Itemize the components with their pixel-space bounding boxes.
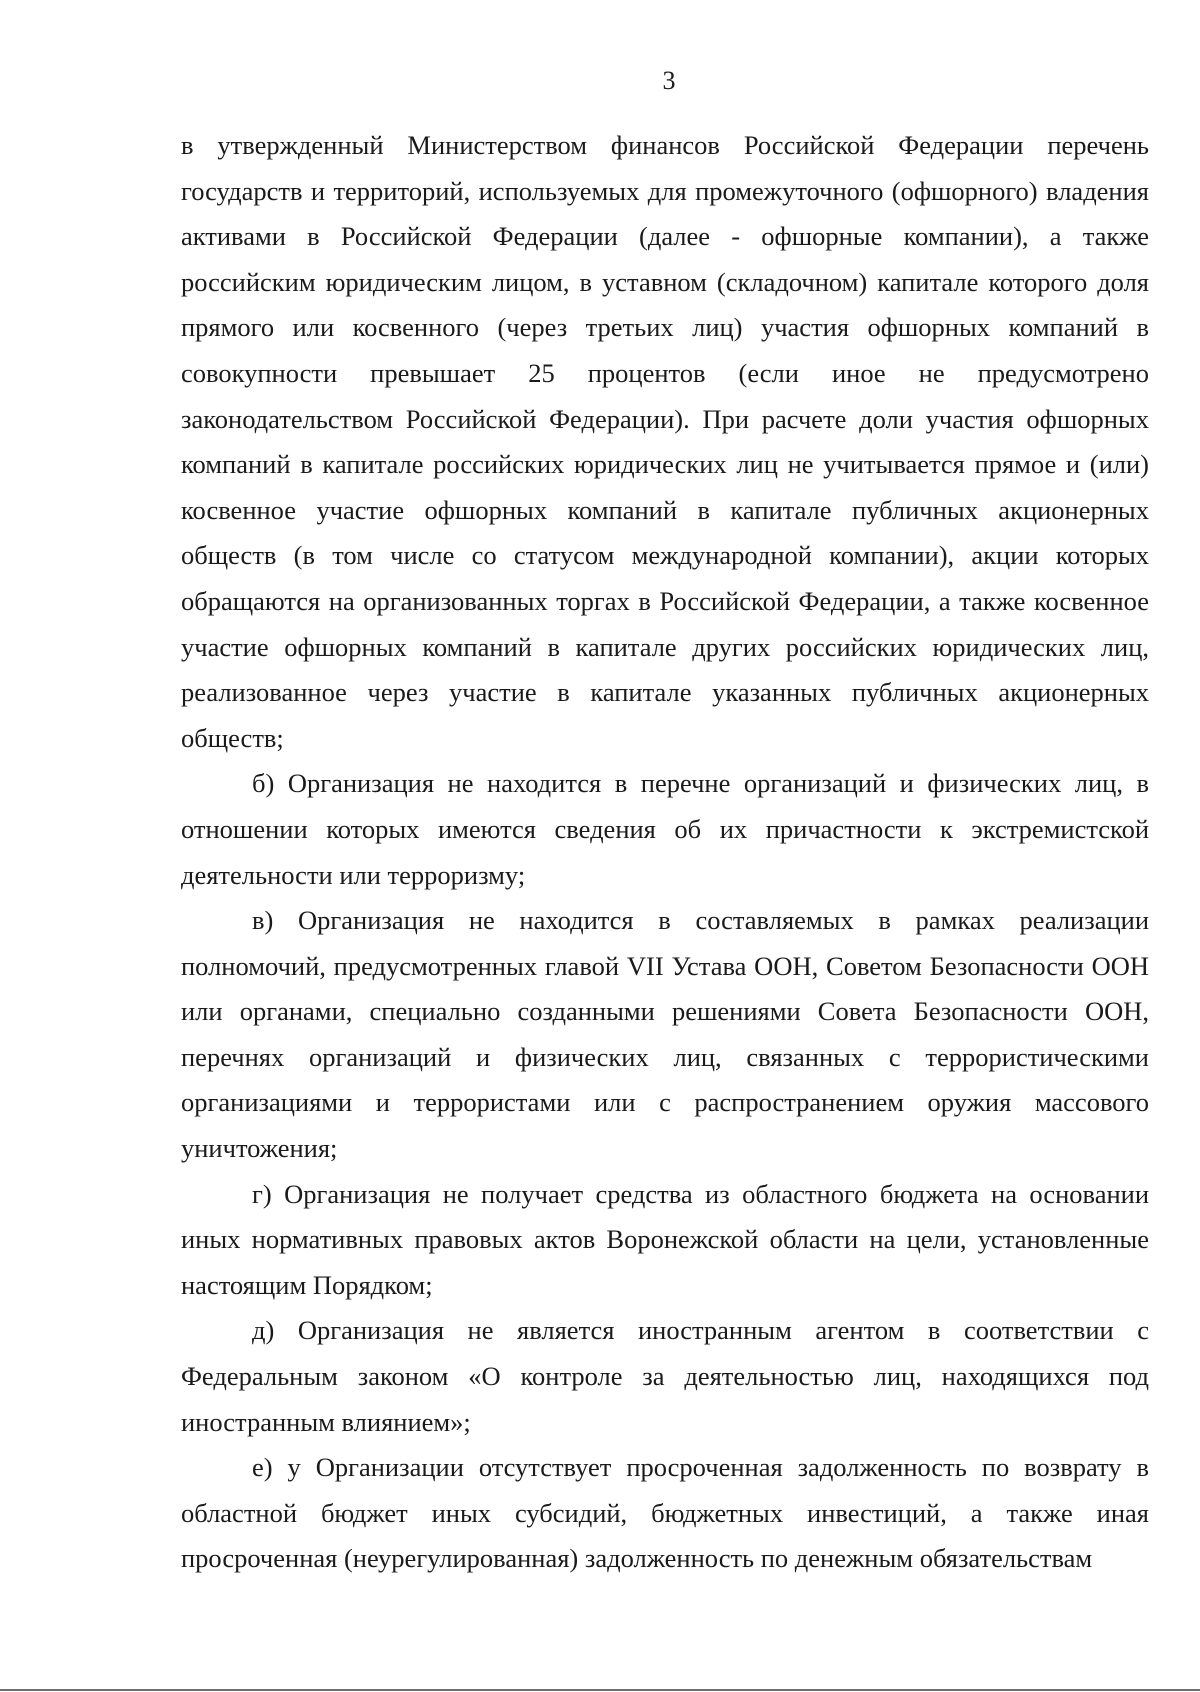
page-number: 3 bbox=[662, 66, 676, 95]
paragraph-item-e: е) у Организации отсутствует просроченная задолженность по возврату в областной бюджет иных субсидий, бюджетных инвестиций, а также иная просроченная (неурегулированная) задолженность по денежным обязательствам bbox=[181, 1452, 1149, 1574]
page-bottom-rule bbox=[0, 1689, 1200, 1691]
paragraph-item-b: б) Организация не находится в перечне организаций и физических лиц, в отношении которых имеются сведения об их причастности к экстремистской деятельности или терроризму; bbox=[181, 768, 1149, 890]
paragraph-continuation: в утвержденный Министерством финансов Российской Федерации перечень государств и территорий, используемых для промежуточного (офшорного) владения активами в Российской Федерации (далее - офшорные компании), а также российским юридическим лицом, в уставном (складочном) капитале которого доля прямого или косвенного (через третьих лиц) участия офшорных компаний в совокупности превышает 25 процентов (если иное не предусмотрено законодательством Российской Федерации). При расчете доли участия офшорных компаний в капитале российских юридических лиц не учитывается прямое и (или) косвенное участие офшорных компаний в капитале публичных акционерных обществ (в том числе со статусом международной компании), акции которых обращаются на организованных торгах в Российской Федерации, а также косвенное участие офшорных компаний в капитале других российских юридических лиц, реализованное через участие в капитале указанных публичных акционерных обществ; bbox=[181, 130, 1149, 753]
paragraph-item-g: г) Организация не получает средства из областного бюджета на основании иных нормативных правовых актов Воронежской области на цели, установленные настоящим Порядком; bbox=[181, 1178, 1149, 1300]
paragraph-item-d: д) Организация не является иностранным агентом в соответствии с Федеральным законом «О контроле за деятельностью лиц, находящихся под иностранным влиянием»; bbox=[181, 1315, 1149, 1437]
paragraph-item-v: в) Организация не находится в составляемых в рамках реализации полномочий, предусмотренных главой VII Устава ООН, Советом Безопасности ООН или органами, специально созданными решениями Совета Безопасности ООН, перечнях организаций и физических лиц, связанных с террористическими организациями и террористами или с распространением оружия массового уничтожения; bbox=[181, 905, 1149, 1164]
document-body bbox=[181, 123, 1149, 1582]
